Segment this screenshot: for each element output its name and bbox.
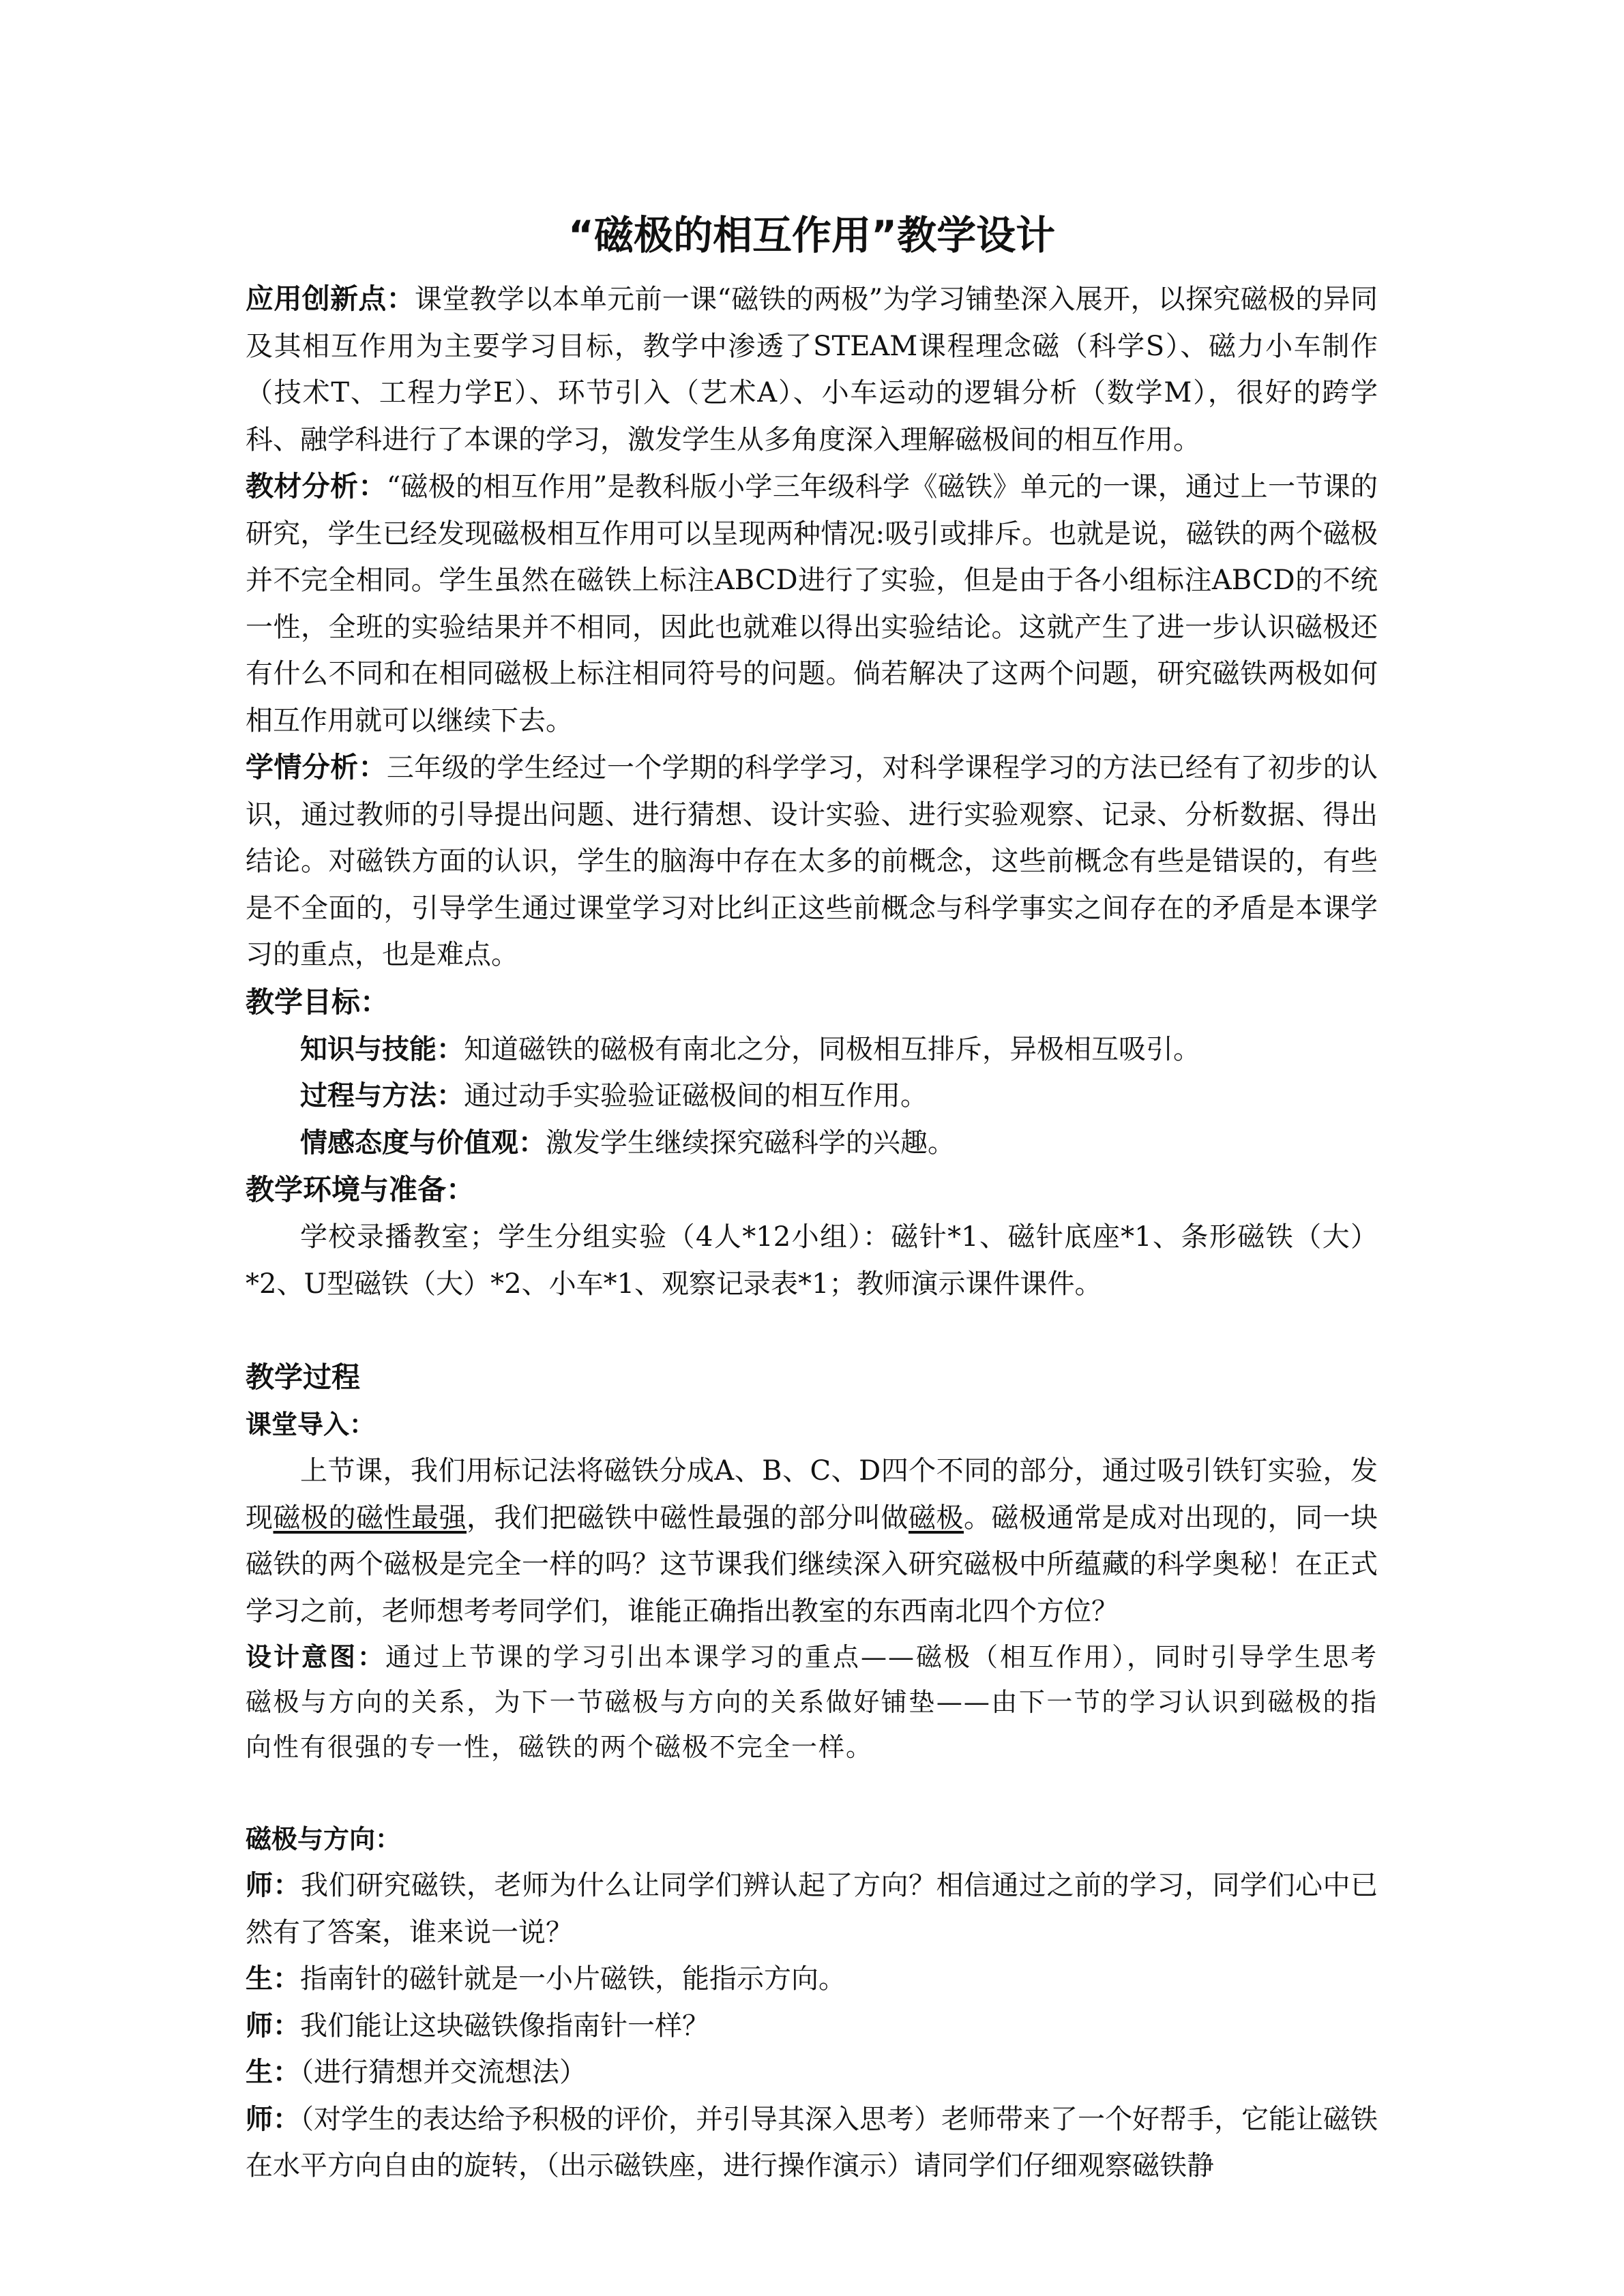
design-intent-text: 通过上节课的学习引出本课学习的重点——磁极（相互作用），同时引导学生思考磁极与方向的关系，为下一节磁极与方向的关系做好铺垫——由下一节的学习认识到磁极的指向性有很强的专一性，磁铁的两个磁极不完全一样。 — [246, 1642, 1378, 1762]
dialogue-line — [246, 1956, 1378, 2003]
speaker-label: 师： — [246, 2102, 300, 2135]
process-heading: 教学过程 — [246, 1360, 361, 1394]
design-intent-label: 设计意图： — [246, 1641, 385, 1672]
dialogue-text: 我们能让这块磁铁像指南针一样？ — [300, 2010, 709, 2042]
document-title: “磁极的相互作用”教学设计 — [567, 212, 1056, 258]
intro-underline-2: 磁极 — [909, 1502, 964, 1534]
speaker-label: 生： — [246, 1963, 300, 1995]
innovation-label: 应用创新点： — [246, 282, 415, 315]
dialogue-text: （进行猜想并交流想法） — [300, 2057, 587, 2088]
material-paragraph — [246, 463, 1378, 744]
goal-text: 激发学生继续探究磁科学的兴趣。 — [546, 1127, 955, 1159]
material-label: 教材分析： — [246, 470, 387, 503]
environment-text: 学校录播教室；学生分组实验（4人*12小组）：磁针*1、磁针底座*1、条形磁铁（大）*2、U型磁铁（大）*2、小车*1、观察记录表*1；教师演示课件课件。 — [246, 1221, 1378, 1300]
innovation-text: 课堂教学以本单元前一课“磁铁的两极”为学习铺垫深入展开，以探究磁极的异同及其相互作用为主要学习目标，教学中渗透了STEAM课程理念磁（科学S）、磁力小车制作（技术T、工程力学E）、环节引入（艺术A）、小车运动的逻辑分析（数学M），很好的跨学科、融学科进行了本课的学习，激发学生从多角度深入理解磁极间的相互作用。 — [246, 284, 1378, 456]
design-intent-paragraph — [246, 1635, 1378, 1770]
document-page — [246, 205, 1378, 2190]
speaker-label: 师： — [246, 1869, 301, 1901]
dialogue-text: 我们研究磁铁，老师为什么让同学们辨认起了方向？相信通过之前的学习，同学们心中已然有了答案，谁来说一说？ — [246, 1870, 1378, 1948]
direction-heading: 磁极与方向： — [246, 1824, 402, 1854]
speaker-label: 师： — [246, 2009, 300, 2042]
dialogue-text: （对学生的表达给予积极的评价，并引导其深入思考）老师带来了一个好帮手，它能让磁铁在水平方向自由的旋转，（出示磁铁座，进行操作演示）请同学们仔细观察磁铁静 — [246, 2103, 1378, 2181]
dialogue-line — [246, 2096, 1378, 2190]
intro-heading: 课堂导入： — [246, 1410, 376, 1440]
students-label: 学情分析： — [246, 751, 387, 784]
intro-paragraph — [246, 1448, 1378, 1635]
intro-text-2: ，我们把磁铁中磁性最强的部分叫做 — [467, 1502, 909, 1534]
goal-text: 通过动手实验验证磁极间的相互作用。 — [464, 1080, 928, 1112]
goal-text: 知道磁铁的磁极有南北之分，同极相互排斥，异极相互吸引。 — [464, 1033, 1200, 1065]
goal-item — [246, 1073, 1378, 1120]
intro-text-1: 上节课，我们用标记法将磁铁分成A、B、C、D四个不同的部分，通过吸引铁钉实验，发现 — [246, 1455, 1378, 1534]
students-text: 三年级的学生经过一个学期的科学学习，对科学课程学习的方法已经有了初步的认识，通过教师的引导提出问题、进行猜想、设计实验、进行实验观察、记录、分析数据、得出结论。对磁铁方面的认识，学生的脑海中存在太多的前概念，这些前概念有些是错误的，有些是不全面的，引导学生通过课堂学习对比纠正这些前概念与科学事实之间存在的矛盾是本课学习的重点，也是难点。 — [246, 752, 1378, 970]
goal-label: 知识与技能： — [300, 1032, 464, 1065]
innovation-paragraph — [246, 275, 1378, 463]
speaker-label: 生： — [246, 2056, 300, 2088]
material-text: “磁极的相互作用”是教科版小学三年级科学《磁铁》单元的一课，通过上一节课的研究，学生已经发现磁极相互作用可以呈现两种情况:吸引或排斥。也就是说，磁铁的两个磁极并不完全相同。学生虽然在磁铁上标注ABCD进行了实验，但是由于各小组标注ABCD的不统一性，全班的实验结果并不相同，因此也就难以得出实验结论。这就产生了进一步认识磁极还有什么不同和在相同磁极上标注相同符号的问题。倘若解决了这两个问题，研究磁铁两极如何相互作用就可以继续下去。 — [246, 471, 1378, 736]
goal-label: 过程与方法： — [300, 1079, 464, 1112]
dialogue-line — [246, 2049, 1378, 2096]
environment-heading: 教学环境与准备： — [246, 1173, 475, 1206]
dialogue-text: 指南针的磁针就是一小片磁铁，能指示方向。 — [300, 1963, 846, 1995]
intro-text-3: 。磁极通常是成对出现的，同一块磁铁的两个磁极是完全一样的吗？这节课我们继续深入研究磁极中所蕴藏的科学奥秘！在正式学习之前，老师想考考同学们，谁能正确指出教室的东西南北四个方位？ — [246, 1502, 1378, 1627]
students-paragraph — [246, 744, 1378, 979]
dialogue-line — [246, 2003, 1378, 2050]
goal-label: 情感态度与价值观： — [300, 1126, 546, 1159]
goals-heading: 教学目标： — [246, 985, 389, 1019]
dialogue-line — [246, 1862, 1378, 1956]
goal-item — [246, 1120, 1378, 1167]
intro-underline-1: 磁极的磁性最强 — [273, 1502, 467, 1534]
goal-item — [246, 1026, 1378, 1073]
